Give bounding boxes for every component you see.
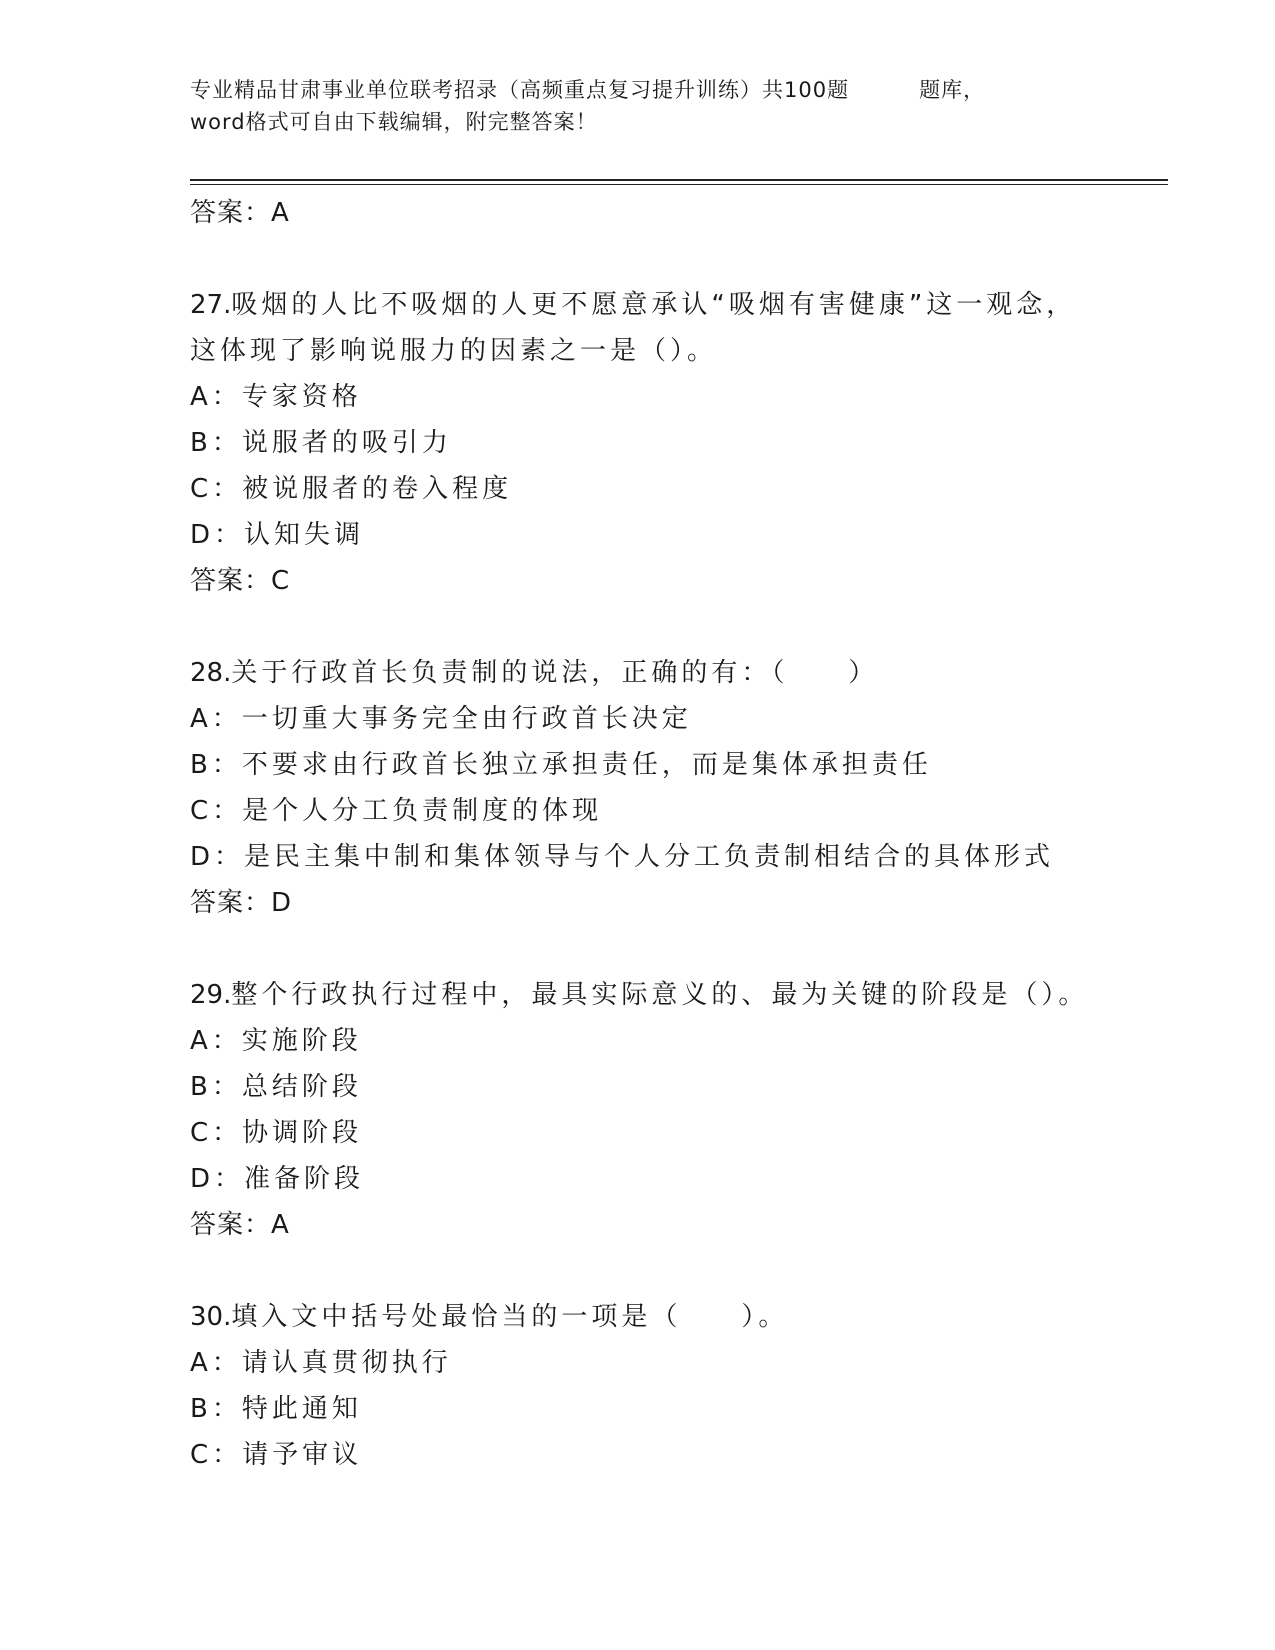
option-b: B：总结阶段	[190, 1072, 362, 1102]
option-d: D：是民主集中制和集体领导与个人分工负责制相结合的具体形式	[190, 842, 1055, 872]
header-line-2: word格式可自由下载编辑，附完整答案！	[190, 110, 598, 134]
question-text: 填入文中括号处最恰当的一项是（ ）。	[231, 1302, 789, 1332]
option-a: A：实施阶段	[190, 1026, 362, 1056]
question-27	[190, 282, 1150, 604]
answer: 答案：A	[190, 1210, 290, 1240]
header-line-1	[190, 74, 1110, 106]
question-number: 29.	[190, 980, 232, 1010]
option-d: D：认知失调	[190, 520, 365, 550]
question-30	[190, 1294, 1150, 1478]
question-text: 关于行政首长负责制的说法，正确的有：（ ）	[231, 658, 879, 688]
option-b: B：说服者的吸引力	[190, 428, 452, 458]
option-a: A：专家资格	[190, 382, 362, 412]
header-title: 专业精品甘肃事业单位联考招录（高频重点复习提升训练）共100题	[190, 78, 850, 102]
question-stem-line	[190, 972, 1150, 1018]
previous-answer: 答案：A	[190, 198, 290, 228]
option-c: C：请予审议	[190, 1440, 363, 1470]
header-title-suffix: 题库，	[919, 78, 986, 102]
option-b: B：特此通知	[190, 1394, 362, 1424]
question-29	[190, 972, 1150, 1248]
question-stem-line	[190, 650, 1150, 696]
question-text: 整个行政执行过程中，最具实际意义的、最为关键的阶段是（）。	[231, 980, 1089, 1010]
header-divider	[190, 179, 1168, 181]
question-number: 27.	[190, 290, 232, 320]
option-a: A：一切重大事务完全由行政首长决定	[190, 704, 692, 734]
answer: 答案：D	[190, 888, 293, 918]
question-number: 30.	[190, 1302, 232, 1332]
option-c: C：协调阶段	[190, 1118, 363, 1148]
question-stem-line	[190, 282, 1150, 328]
question-text: 吸烟的人比不吸烟的人更不愿意承认“吸烟有害健康”这一观念，	[231, 290, 1077, 320]
option-c: C：被说服者的卷入程度	[190, 474, 513, 504]
option-b: B：不要求由行政首长独立承担责任，而是集体承担责任	[190, 750, 932, 780]
option-d: D：准备阶段	[190, 1164, 365, 1194]
option-a: A：请认真贯彻执行	[190, 1348, 452, 1378]
answer: 答案：C	[190, 566, 291, 596]
question-stem-line: 这体现了影响说服力的因素之一是（）。	[190, 336, 718, 366]
question-28	[190, 650, 1150, 926]
question-list	[190, 190, 1150, 1478]
header-divider-thin	[190, 184, 1168, 185]
option-c: C：是个人分工负责制度的体现	[190, 796, 603, 826]
question-number: 28.	[190, 658, 232, 688]
question-stem-line	[190, 1294, 1150, 1340]
page-header	[190, 74, 1110, 138]
